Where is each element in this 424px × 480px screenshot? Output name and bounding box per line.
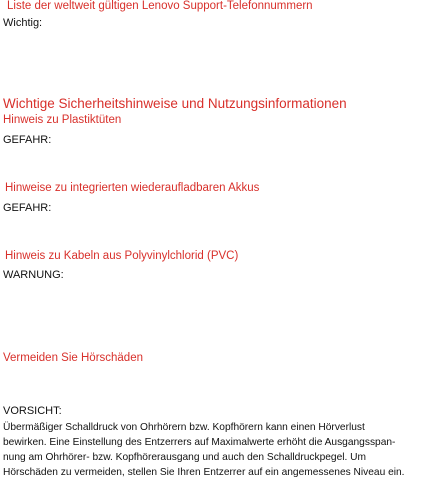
wichtig-label: Wichtig:: [3, 17, 43, 29]
battery-heading: Hinweise zu integrierten wiederaufladbaren Akkus: [5, 182, 260, 194]
pvc-cable-heading: Hinweis zu Kabeln aus Polyvinylchlorid (PVC): [5, 250, 239, 262]
safety-info-heading: Wichtige Sicherheitshinweise und Nutzungsinformationen: [3, 96, 347, 111]
plastic-bags-heading: Hinweis zu Plastiktüten: [3, 114, 122, 126]
hearing-warning-line: Übermäßiger Schalldruck von Ohrhörern bzw. Kopfhörern kann einen Hörverlust: [3, 422, 365, 433]
hearing-warning-text: [3, 420, 423, 480]
hearing-damage-heading: Vermeiden Sie Hörschäden: [3, 352, 143, 364]
gefahr-label-battery: GEFAHR:: [3, 202, 52, 214]
hearing-warning-line: bewirken. Eine Einstellung des Entzerrers auf Maximalwerte erhöht die Ausgangsspan-: [3, 437, 396, 448]
hearing-warning-line: nung am Ohrhörer- bzw. Kopfhörerausgang und auch den Schalldruckpegel. Um: [3, 452, 367, 463]
gefahr-label-plastic: GEFAHR:: [3, 134, 52, 146]
vorsicht-label: VORSICHT:: [3, 405, 62, 417]
hearing-warning-line: Hörschäden zu vermeiden, stellen Sie Ihren Entzerrer auf ein angemessenes Niveau ein.: [3, 467, 405, 478]
support-phone-list-heading: Liste der weltweit gültigen Lenovo Support-Telefonnummern: [7, 0, 313, 12]
warnung-label: WARNUNG:: [3, 269, 64, 281]
